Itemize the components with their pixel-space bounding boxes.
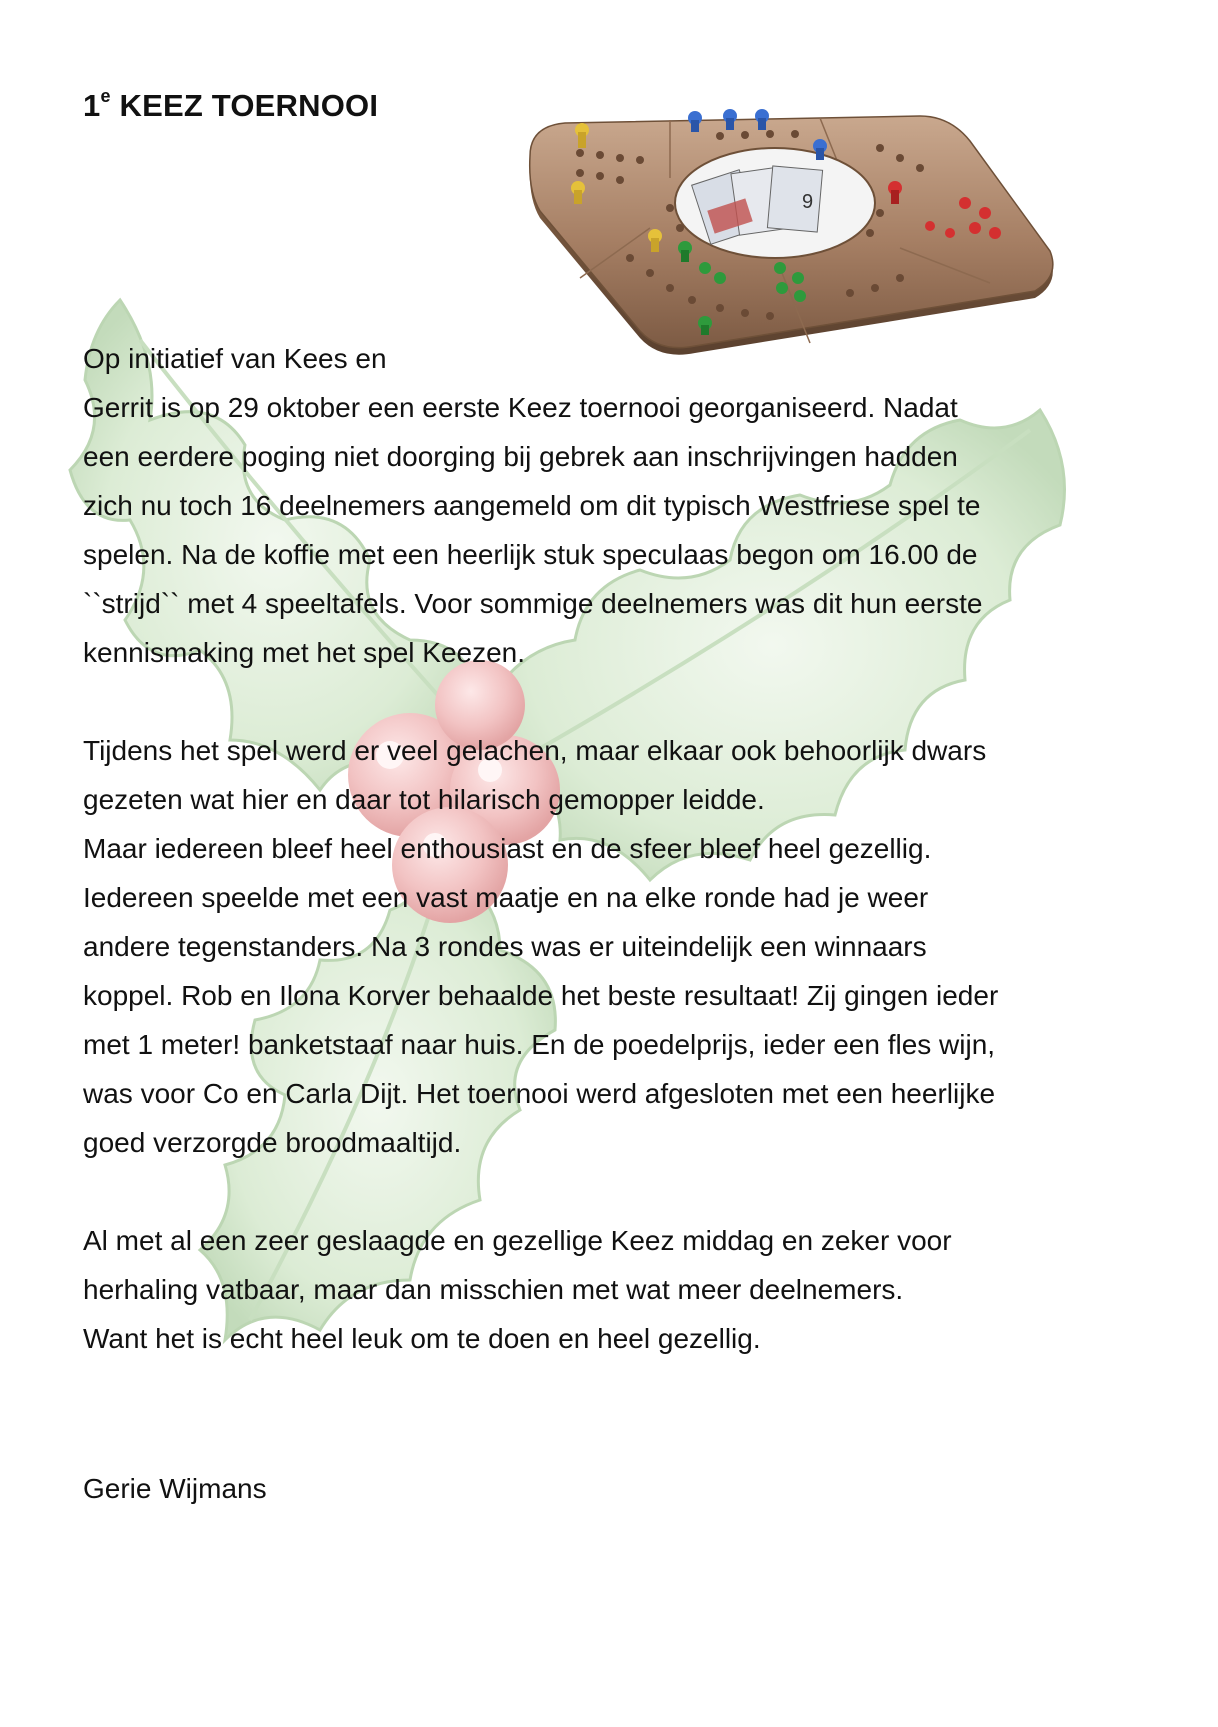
title-superscript: e: [100, 86, 111, 106]
article-body: [83, 334, 1163, 1363]
article-title: [83, 86, 378, 124]
text-line: Al met al een zeer geslaagde en gezellige Keez middag en zeker voor: [83, 1225, 952, 1256]
text-line: goed verzorgde broodmaaltijd.: [83, 1127, 462, 1158]
text-line: herhaling vatbaar, maar dan misschien met wat meer deelnemers.: [83, 1274, 904, 1305]
text-line: koppel. Rob en Ilona Korver behaalde het beste resultaat! Zij gingen ieder: [83, 980, 999, 1011]
text-line: Tijdens het spel werd er veel gelachen, maar elkaar ook behoorlijk dwars: [83, 735, 987, 766]
text-line: een eerdere poging niet doorging bij gebrek aan inschrijvingen hadden: [83, 441, 958, 472]
text-line: gezeten wat hier en daar tot hilarisch gemopper leidde.: [83, 784, 765, 815]
paragraph-spacer: [83, 1167, 1163, 1216]
text-line: Gerrit is op 29 oktober een eerste Keez toernooi georganiseerd. Nadat: [83, 392, 958, 423]
svg-text:9: 9: [802, 191, 814, 213]
text-line: met 1 meter! banketstaaf naar huis. En de poedelprijs, ieder een fles wijn,: [83, 1029, 996, 1060]
text-line: andere tegenstanders. Na 3 rondes was er uiteindelijk een winnaars: [83, 931, 927, 962]
paragraph-2: [83, 726, 1163, 1167]
title-text: KEEZ TOERNOOI: [119, 88, 379, 123]
paragraph-3: [83, 1216, 1163, 1363]
text-line: Want het is echt heel leuk om te doen en heel gezellig.: [83, 1323, 761, 1354]
text-line: Iedereen speelde met een vast maatje en na elke ronde had je weer: [83, 882, 929, 913]
text-line: was voor Co en Carla Dijt. Het toernooi werd afgesloten met een heerlijke: [83, 1078, 996, 1109]
text-line: Op initiatief van Kees en: [83, 343, 387, 374]
keez-game-board-image: [520, 108, 1060, 370]
text-line: Maar iedereen bleef heel enthousiast en de sfeer bleef heel gezellig.: [83, 833, 932, 864]
text-line: ``strijd`` met 4 speeltafels. Voor sommige deelnemers was dit hun eerste: [83, 588, 983, 619]
paragraph-spacer: [83, 677, 1163, 726]
paragraph-1: [83, 334, 1163, 677]
text-line: spelen. Na de koffie met een heerlijk stuk speculaas begon om 16.00 de: [83, 539, 978, 570]
title-number: 1: [83, 88, 101, 123]
text-line: kennismaking met het spel Keezen.: [83, 637, 526, 668]
text-line: zich nu toch 16 deelnemers aangemeld om dit typisch Westfriese spel te: [83, 490, 981, 521]
author-signature: Gerie Wijmans: [83, 1473, 267, 1504]
